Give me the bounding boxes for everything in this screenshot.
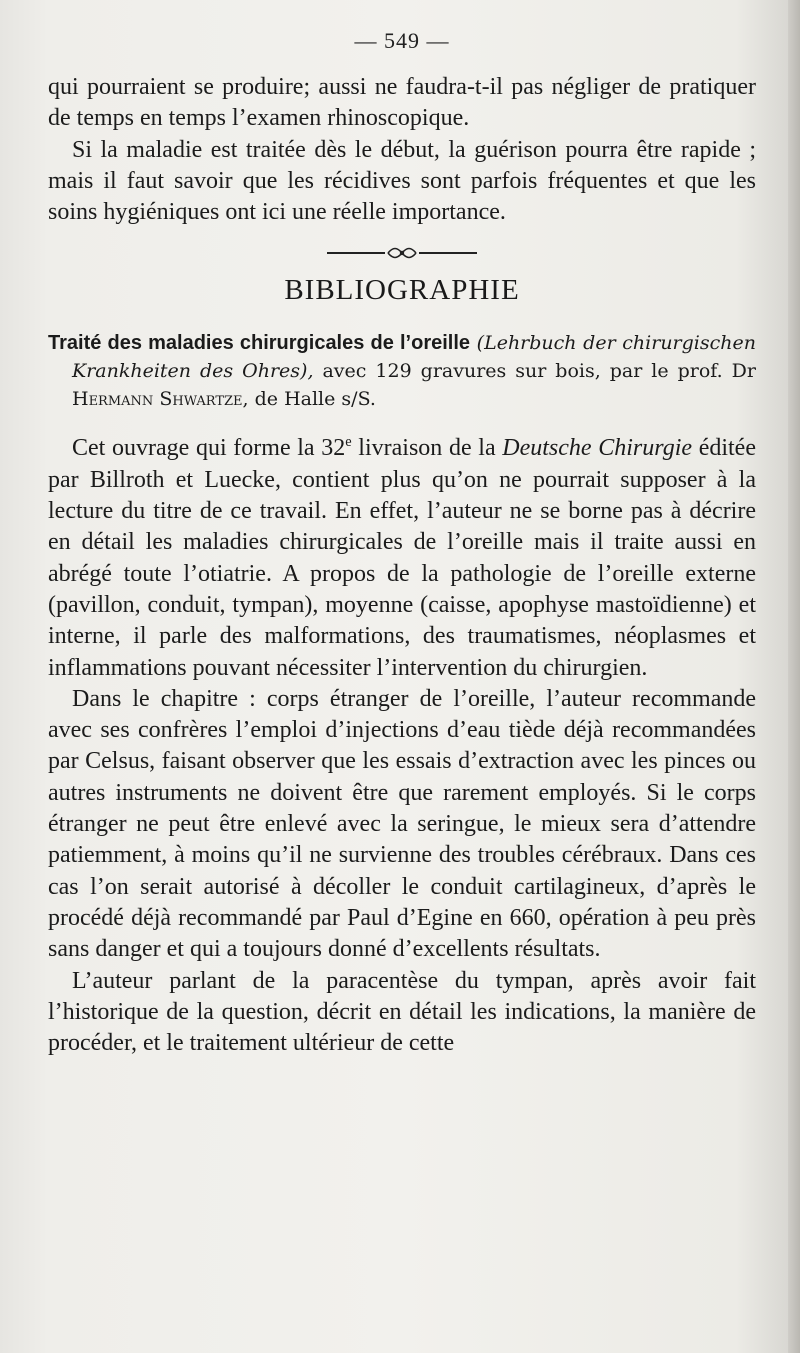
review-paragraph-2: Dans le chapitre : corps étranger de l’oreille, l’auteur recommande avec ses confrères l’emploi d’injections d’eau tiède déjà recommandées par Celsus, faisant observer que les essais d’extraction avec les pinces ou autres instruments ne doivent être que rarement employés. Si le corps étranger ne peut être enlevé avec la seringue, le mieux sera d’attendre patiemment, à moins qu’il ne survienne des troubles cérébraux. Dans ces cas l’on serait autorisé à décoller le conduit cartilagineux, d’après le procédé déjà recommandé par Paul d’Egine en 660, opération à peu près sans danger et qui a toujours donné d’excellents résultats.	[48, 685, 756, 963]
intro-paragraph-2: Si la maladie est traitée dès le début, la guérison pourra être rapide ; mais il faut savoir que les récidives sont parfois fréquentes et que les soins hygiéniques ont ici une réelle importance.	[48, 136, 756, 226]
review-p1-italic: Deutsche Chirurgie	[502, 435, 693, 462]
ornament-right-rule	[419, 252, 477, 254]
review-p1-superscript: e	[345, 434, 352, 451]
review-p1-after: éditée par Billroth et Luecke, contient plus qu’on ne pourrait supposer à la lecture du titre de ce travail. En effet, l’auteur ne se borne pas à décrire en détail les maladies chirurgicales de l’oreille mais il traite aussi en abrégé toute l’otiatrie. A propos de la pathologie de l’oreille externe (pavillon, conduit, tympan), moyenne (caisse, apophyse mastoïdienne) et interne, il parle des malformations, des traumatismes, néoplasmes et inflammations pouvant nécessiter l’intervention du chirurgien.	[48, 435, 756, 681]
reference-author-place: de Halle s/S.	[254, 388, 376, 411]
review-paragraph-3: L’auteur parlant de la paracentèse du tympan, après avoir fait l’historique de la question, décrit en détail les indications, la manière de procéder, et le traitement ultérieur de cette	[48, 967, 756, 1057]
page-number: — 549 —	[354, 28, 450, 53]
review-p1-mid: livraison de la	[351, 435, 503, 462]
review-paragraph-1	[48, 427, 756, 683]
intro-paragraph-1: qui pourraient se produire; aussi ne faudra-t-il pas négliger de pratiquer de temps en temps l’examen rhinoscopique.	[48, 74, 756, 132]
section-title: BIBLIOGRAPHIE	[284, 274, 520, 307]
bibliography-reference	[48, 329, 756, 413]
reference-original-title: (Lehrbuch der chirurgischen Krankheiten des Ohres),	[72, 332, 756, 383]
ornament-knot-icon	[387, 246, 417, 260]
reference-title: Traité des maladies chirurgicales de l’oreille	[48, 332, 471, 355]
reference-author-name: Hermann Shwartze,	[72, 388, 249, 411]
reference-author-prefix: Dr	[731, 360, 756, 383]
page-spine-shadow	[788, 0, 800, 1353]
page-content	[48, 28, 756, 1059]
reference-details: avec 129 gravures sur bois, par le prof.	[322, 360, 723, 383]
section-ornament	[327, 246, 477, 260]
ornament-left-rule	[327, 252, 385, 254]
review-p1-before: Cet ouvrage qui forme la 32	[72, 435, 346, 462]
